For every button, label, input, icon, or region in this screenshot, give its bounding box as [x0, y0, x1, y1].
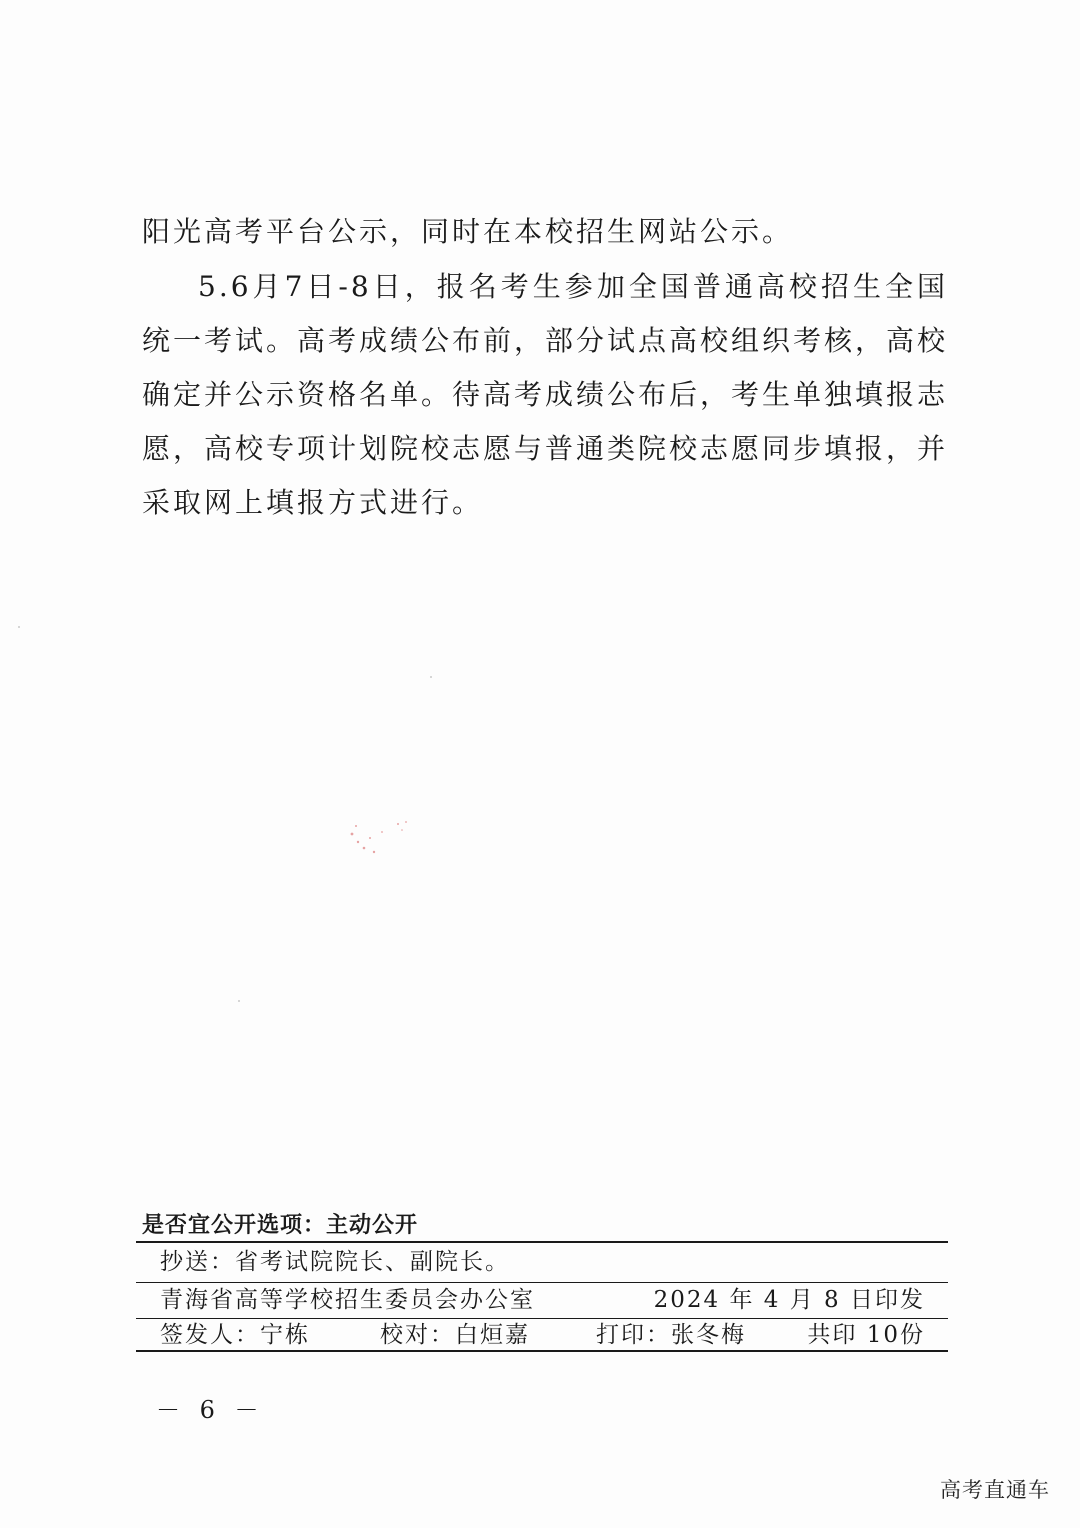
footer-rule-middle [136, 1282, 948, 1283]
faded-seal-mark [340, 812, 420, 862]
disclosure-option: 是否宜公开选项：主动公开 [142, 1213, 419, 1238]
printer: 打印：张冬梅 [596, 1322, 746, 1348]
issuer-row [160, 1284, 925, 1316]
scan-speck [18, 626, 20, 628]
proofreader: 校对：白烜嘉 [380, 1322, 530, 1348]
copies-count: 共印 10份 [807, 1322, 925, 1348]
page-number: － 6 － [156, 1396, 265, 1424]
footer-rule-bottom [136, 1350, 948, 1352]
body-paragraph-item-5: 5.6月7日-8日，报名考生参加全国普通高校招生全国统一考试。高考成绩公布前，部分试点高校组织考核，高校确定并公示资格名单。待高考成绩公布后，考生单独填报志愿，高校专项计划院校志愿与普通类院校志愿同步填报，并采取网上填报方式进行。 [142, 270, 949, 519]
cc-row [160, 1246, 925, 1278]
issuer-name: 青海省高等学校招生委员会办公室 [160, 1287, 535, 1313]
scan-speck [430, 676, 432, 678]
body-paragraph-continuation: 阳光高考平台公示，同时在本校招生网站公示。 [142, 215, 794, 248]
watermark-label: 高考直通车 [940, 1478, 1050, 1502]
cc-text: 抄送：省考试院院长、副院长。 [160, 1249, 510, 1275]
issue-date: 2024 年 4 月 8 日印发 [653, 1287, 925, 1313]
signer: 签发人：宁栋 [160, 1322, 310, 1348]
scan-speck [238, 1000, 240, 1002]
footer-rule-top [136, 1241, 948, 1243]
